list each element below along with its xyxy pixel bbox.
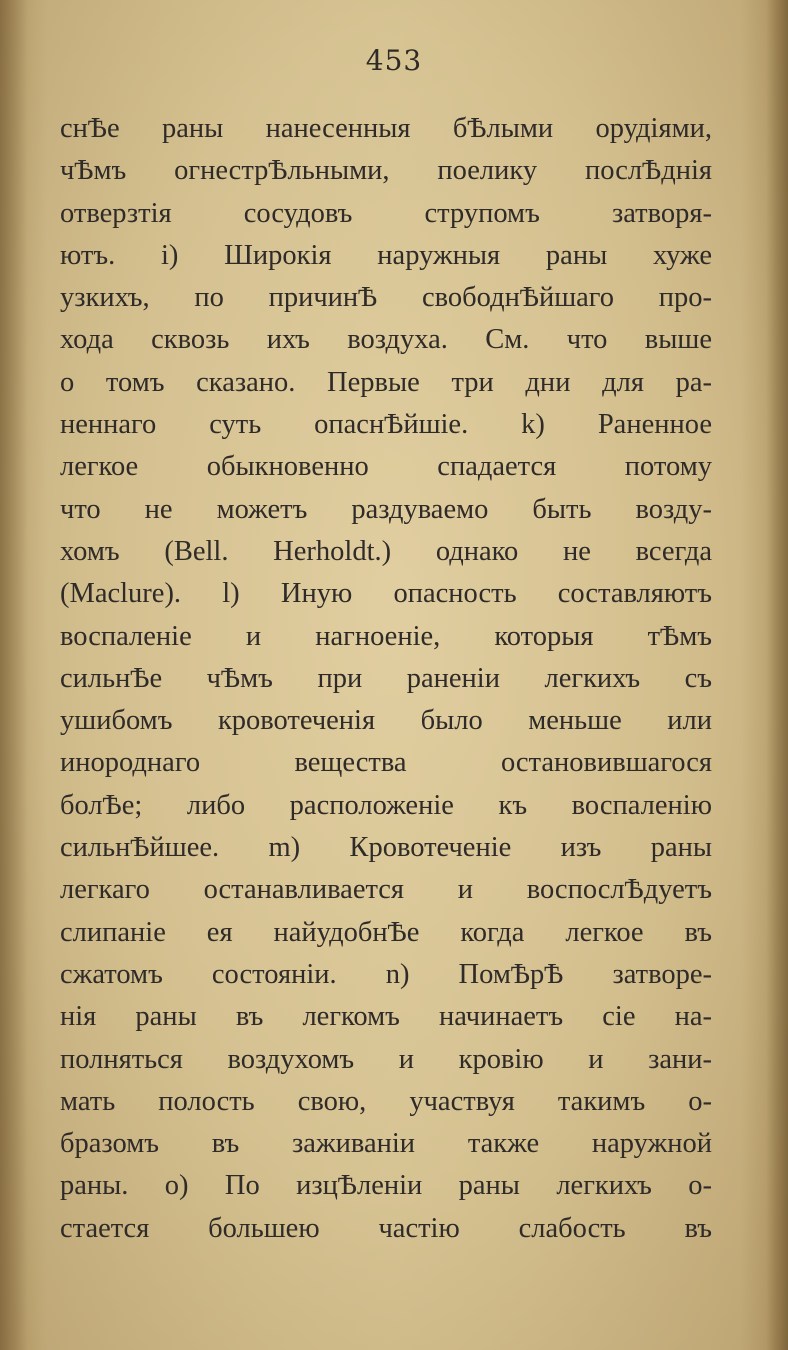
text-line: снѢе раны нанесенныя бѢлыми орудіями,: [60, 113, 712, 144]
text-line: слипаніе ея найудобнѢе когда легкое въ: [60, 916, 712, 948]
text-line: сжатомъ состояніи. n) ПомѢрѢ затворе-: [60, 958, 712, 990]
body-text: [60, 108, 712, 1250]
text-line: легкаго останавливается и воспослѢдуетъ: [60, 874, 712, 906]
text-line: мать полость свою, участвуя такимъ о-: [60, 1085, 712, 1117]
text-line: бразомъ въ заживаніи также наружной: [60, 1128, 712, 1160]
text-line: хода сквозь ихъ воздуха. См. что выше: [60, 324, 712, 356]
text-line: болѢе; либо расположеніе къ воспаленію: [60, 789, 712, 821]
text-line: воспаленіе и нагноеніе, которыя тѢмъ: [60, 620, 712, 652]
text-line: стается большею частію слабость въ: [60, 1212, 712, 1244]
text-line: ютъ. і) Широкія наружныя раны хуже: [60, 239, 712, 271]
text-line: (Maclure). l) Иную опасность составляютъ: [60, 578, 712, 610]
text-line: инороднаго вещества остановившагося: [60, 747, 712, 779]
page-edge-shadow-left: [0, 0, 28, 1350]
text-line: неннаго суть опаснѢйшіе. k) Раненное: [60, 409, 712, 441]
text-line: раны. о) По изцѢленіи раны легкихъ о-: [60, 1170, 712, 1202]
text-line: ушибомъ кровотеченія было меньше или: [60, 705, 712, 737]
text-line: сильнѢйшее. m) Кровотеченіе изъ раны: [60, 832, 712, 864]
text-line: легкое обыкновенно спадается потому: [60, 451, 712, 483]
text-line: отверзтія сосудовъ струпомъ затворя-: [60, 197, 712, 229]
text-line: чѢмъ огнестрѢльными, поелику послѢднія: [60, 155, 712, 187]
text-line: о томъ сказано. Первые три дни для ра-: [60, 366, 712, 398]
page-edge-shadow-right: [766, 0, 788, 1350]
page-number: 453: [365, 44, 423, 77]
text-line: узкихъ, по причинѢ свободнѢйшаго про-: [60, 282, 712, 314]
text-line: хомъ (Bell. Herholdt.) однако не всегда: [60, 535, 712, 567]
text-line: что не можетъ раздуваемо быть возду-: [60, 493, 712, 525]
text-line: сильнѢе чѢмъ при раненіи легкихъ съ: [60, 662, 712, 694]
text-line: нія раны въ легкомъ начинаетъ сіе на-: [60, 1001, 712, 1033]
text-line: полняться воздухомъ и кровію и зани-: [60, 1043, 712, 1075]
